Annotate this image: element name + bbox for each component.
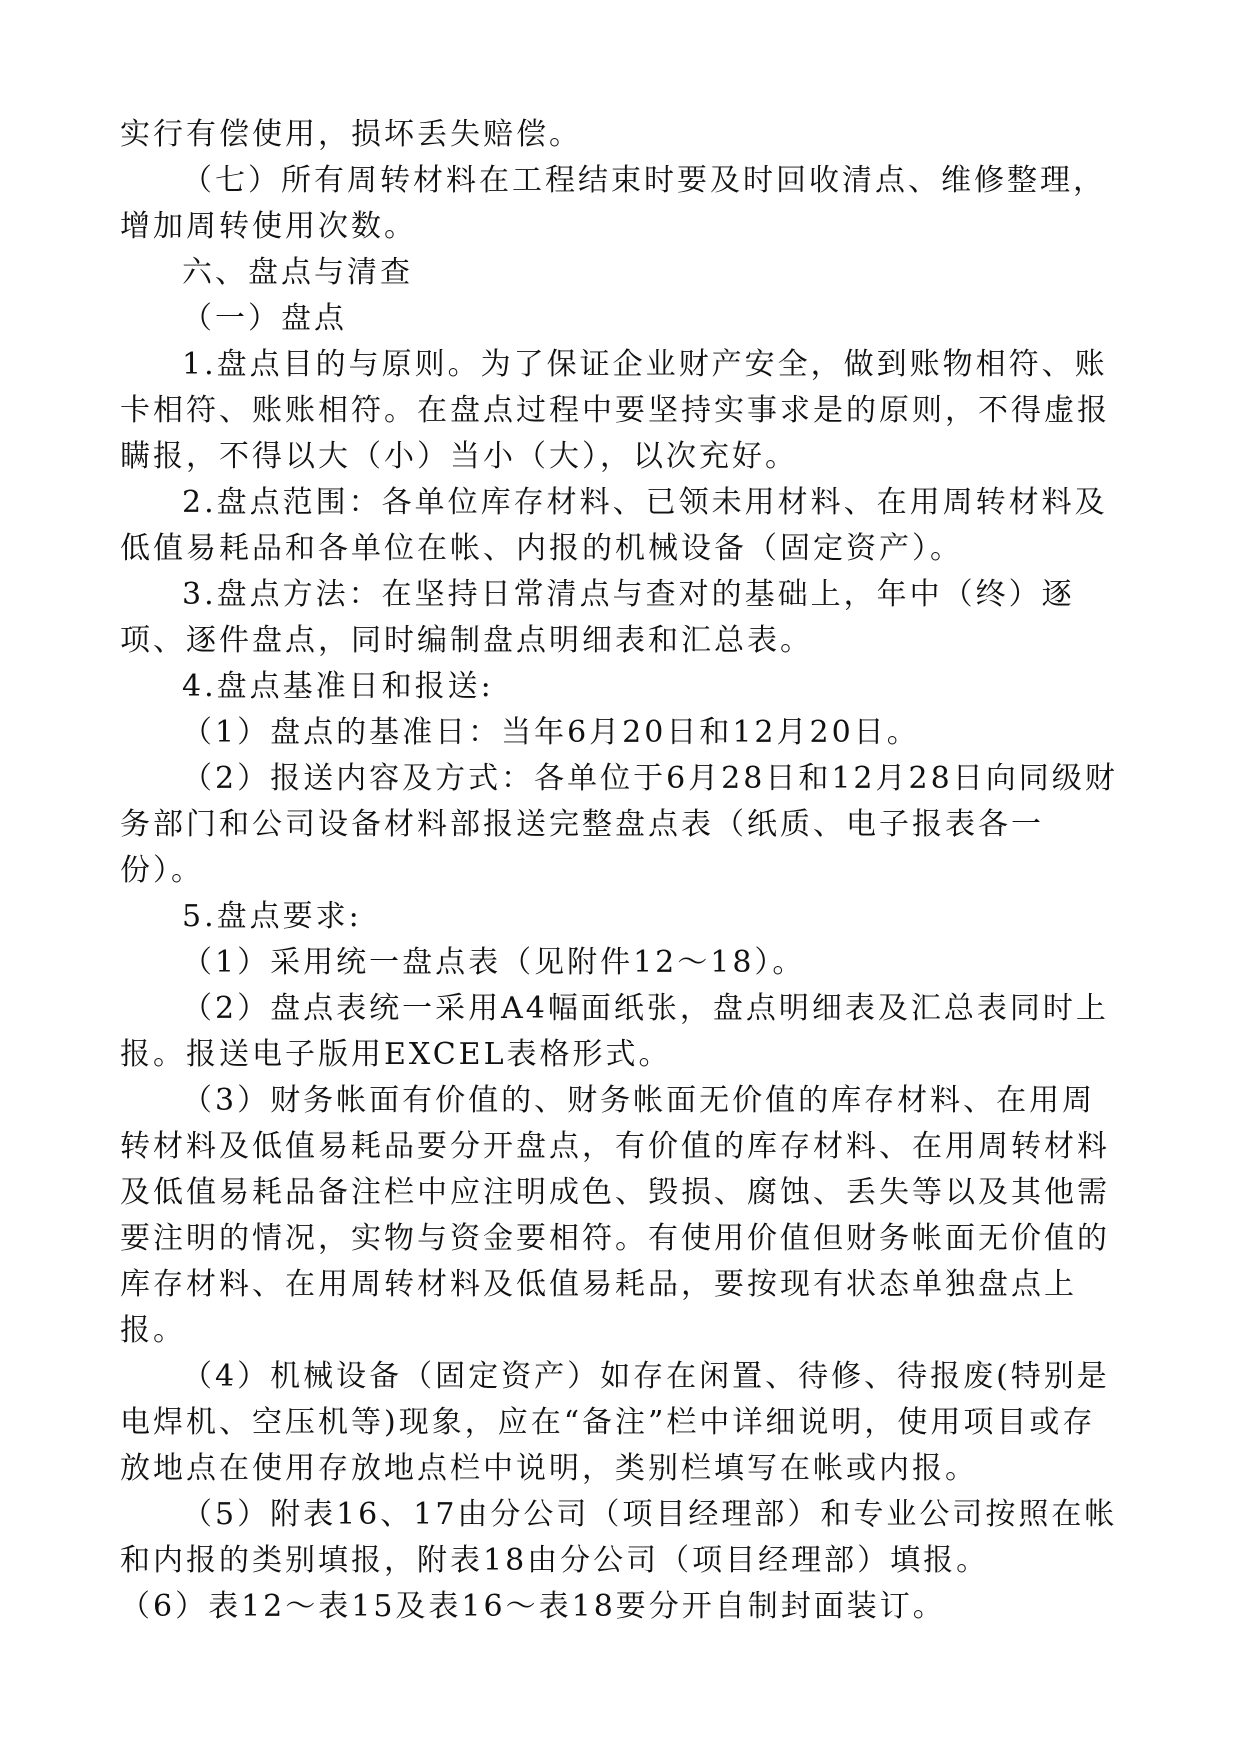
paragraph: 2.盘点范围：各单位库存材料、已领未用材料、在用周转材料及低值易耗品和各单位在帐、内报的机械设备（固定资产）。 [120, 485, 1108, 566]
paragraph: （2）盘点表统一采用A4幅面纸张，盘点明细表及汇总表同时上报。报送电子版用EXCEL表格形式。 [120, 991, 1109, 1072]
paragraph: （1）采用统一盘点表（见附件12～18）。 [182, 945, 806, 980]
paragraph: （1）盘点的基准日：当年6月20日和12月20日。 [182, 715, 920, 750]
document-body [120, 112, 1120, 1630]
paragraph: （七）所有周转材料在工程结束时要及时回收清点、维修整理，增加周转使用次数。 [120, 163, 1106, 244]
paragraph: 1.盘点目的与原则。为了保证企业财产安全，做到账物相符、账卡相符、账账相符。在盘点过程中要坚持实事求是的原则，不得虚报瞒报，不得以大（小）当小（大），以次充好。 [120, 347, 1110, 474]
paragraph: （2）报送内容及方式：各单位于6月28日和12月28日向同级财务部门和公司设备材料部报送完整盘点表（纸质、电子报表各一份）。 [120, 761, 1118, 888]
paragraph: 4.盘点基准日和报送: [182, 669, 494, 704]
paragraph: （5）附表16、17由分公司（项目经理部）和专业公司按照在帐和内报的类别填报，附表18由分公司（项目经理部）填报。 [120, 1497, 1118, 1578]
paragraph: 3.盘点方法：在坚持日常清点与查对的基础上，年中（终）逐项、逐件盘点，同时编制盘点明细表和汇总表。 [120, 577, 1075, 658]
section-heading: 六、盘点与清查 [182, 255, 413, 290]
paragraph: （4）机械设备（固定资产）如存在闲置、待修、待报废(特别是电焊机、空压机等)现象，应在“备注”栏中详细说明，使用项目或存放地点在使用存放地点栏中说明，类别栏填写在帐或内报。 [120, 1359, 1110, 1486]
paragraph: 实行有偿使用，损坏丢失赔偿。 [120, 117, 582, 152]
subsection-heading: （一）盘点 [182, 301, 347, 336]
paragraph: （3）财务帐面有价值的、财务帐面无价值的库存材料、在用周转材料及低值易耗品要分开盘点，有价值的库存材料、在用周转材料及低值易耗品备注栏中应注明成色、毁损、腐蚀、丢失等以及其他需要注明的情况，实物与资金要相符。有使用价值但财务帐面无价值的库存材料、在用周转材料及低值易耗品，要按现有状态单独盘点上报。 [120, 1083, 1110, 1348]
paragraph: 5.盘点要求: [182, 899, 362, 934]
paragraph: （6）表12～表15及表16～表18要分开自制封面装订。 [120, 1589, 946, 1624]
